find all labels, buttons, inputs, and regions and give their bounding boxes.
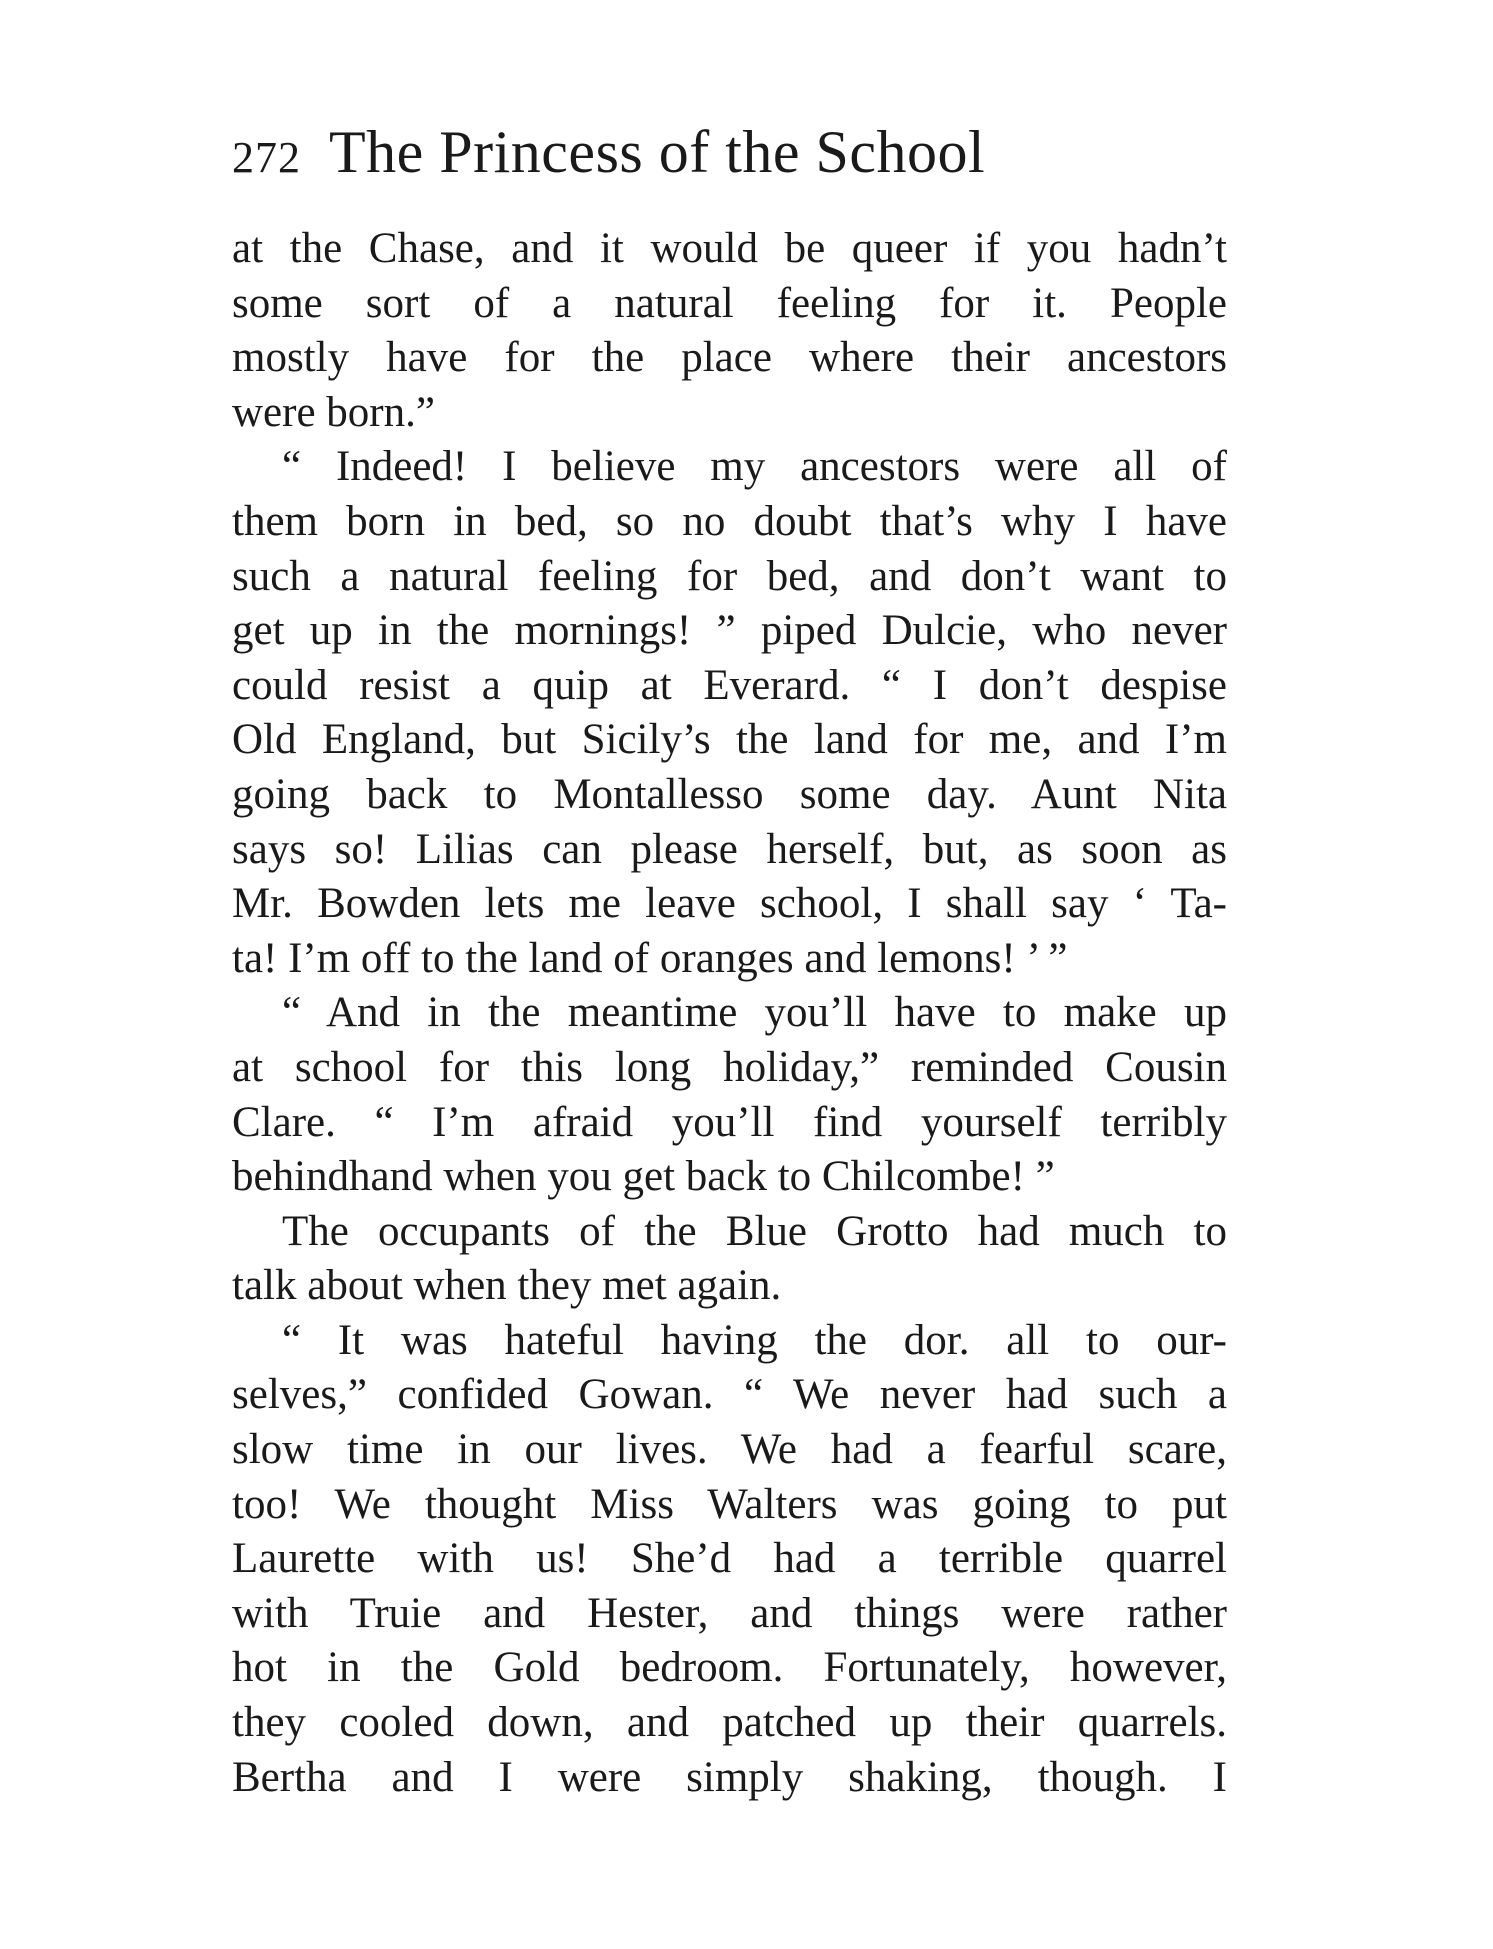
text-line: “ Indeed! I believe my ancestors were all of (282, 443, 1227, 491)
text-line: too! We thought Miss Walters was going to put (232, 1480, 1227, 1528)
text-line: Clare. “ I’m afraid you’ll find yourself terribly (232, 1098, 1227, 1146)
text-line: selves,” confided Gowan. “ We never had such a (232, 1371, 1227, 1419)
text-line: mostly have for the place where their ancestors (232, 334, 1227, 382)
text-line: they cooled down, and patched up their quarrels. (232, 1699, 1227, 1747)
text-line: talk about when they met again. (232, 1262, 782, 1310)
running-title: The Princess of the School (329, 119, 986, 185)
text-line: “ It was hateful having the dor. all to our- (282, 1316, 1227, 1364)
text-line: them born in bed, so no doubt that’s why I have (232, 497, 1227, 545)
text-line: Old England, but Sicily’s the land for me, and I’m (232, 716, 1227, 764)
text-line: going back to Montallesso some day. Aunt Nita (232, 770, 1227, 818)
page-number: 272 (232, 133, 301, 182)
text-line: Laurette with us! She’d had a terrible quarrel (232, 1535, 1227, 1583)
text-line: slow time in our lives. We had a fearful scare, (232, 1426, 1227, 1474)
body-text (232, 222, 1227, 1805)
text-line: get up in the mornings! ” piped Dulcie, who never (232, 607, 1227, 655)
page-header (232, 118, 1232, 198)
text-line: at school for this long holiday,” reminded Cousin (232, 1043, 1227, 1091)
text-line: such a natural feeling for bed, and don’t want to (232, 552, 1227, 600)
text-line: were born.” (232, 388, 435, 436)
text-line: “ And in the meantime you’ll have to make up (282, 989, 1227, 1037)
text-line: Mr. Bowden lets me leave school, I shall say ‘ Ta- (232, 880, 1227, 928)
text-line: could resist a quip at Everard. “ I don’t despise (232, 661, 1227, 709)
text-line: with Truie and Hester, and things were rather (232, 1589, 1227, 1637)
text-line: The occupants of the Blue Grotto had much to (282, 1207, 1227, 1255)
text-line: at the Chase, and it would be queer if you hadn’t (232, 225, 1227, 272)
text-line: some sort of a natural feeling for it. People (232, 279, 1227, 327)
text-line: hot in the Gold bedroom. Fortunately, however, (232, 1644, 1227, 1692)
text-line: says so! Lilias can please herself, but, as soon as (232, 825, 1227, 873)
text-line: Bertha and I were simply shaking, though. I (232, 1753, 1227, 1801)
text-line: ta! I’m off to the land of oranges and lemons! ’ ” (232, 934, 1068, 982)
text-line: behindhand when you get back to Chilcombe! ” (232, 1153, 1055, 1201)
